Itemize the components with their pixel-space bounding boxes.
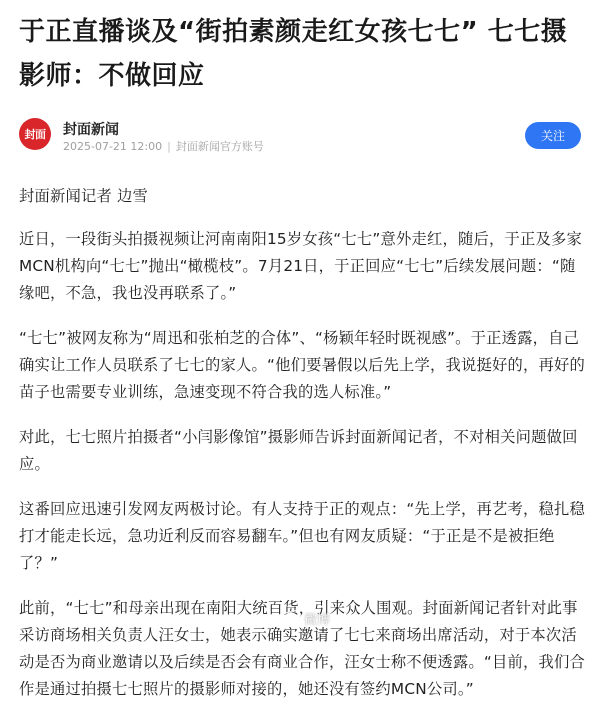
paragraph: 此前，“七七”和母亲出现在南阳大统百货，引来众人围观。封面新闻记者针对此事采访商场相关负责人汪女士，她表示确实邀请了七七来商场出席活动，对于本次活动是否为商业邀请以及后续是否会有商业合作，汪女士称不便透露。“目前，我们合作是通过拍摄七七照片的摄影师对接的，她还没有签约MCN公司。” <box>19 599 586 698</box>
paragraph: “七七”被网友称为“周迅和张柏芝的合体”、“杨颖年轻时既视感”。于正透露，自己确实让工作人员联系了七七的家人。“他们要暑假以后先上学，我说挺好的，再好的苗子也需要专业训练，急速变现不符合我的选人标准。” <box>19 329 586 401</box>
paragraph: 近日，一段街头拍摄视频让河南南阳15岁女孩“七七”意外走红，随后，于正及多家MCN机构向“七七”抛出“橄榄枝”。7月21日，于正回应“七七”后续发展问题：“随缘吧，不急，我也没再联系了。” <box>19 230 583 302</box>
article-title: 于正直播谈及“街拍素颜走红女孩七七” 七七摄影师：不做回应 <box>19 17 568 91</box>
paragraph: 这番回应迅速引发网友两极讨论。有人支持于正的观点：“先上学，再艺考，稳扎稳打才能走长远，急功近利反而容易翻车。”但也有网友质疑：“于正是不是被拒绝了？” <box>19 500 586 572</box>
watermark <box>286 609 330 628</box>
publish-date: 2025-07-21 12:00 <box>63 140 163 153</box>
source-name[interactable]: 封面新闻 <box>63 122 119 138</box>
account-label: 封面新闻官方账号 <box>175 140 264 153</box>
source-logo[interactable]: 封面 <box>19 118 51 150</box>
source-meta <box>63 138 264 154</box>
meta-divider: | <box>167 140 171 153</box>
watermark-text: 微博 <box>304 613 331 628</box>
weibo-icon <box>286 610 302 626</box>
article-body <box>19 183 585 721</box>
paragraph: 对此，七七照片拍摄者“小闫影像馆”摄影师告诉封面新闻记者，不对相关问题做回应。 <box>19 428 578 473</box>
follow-button[interactable]: 关注 <box>525 122 581 149</box>
reporter-byline: 封面新闻记者 边雪 <box>19 187 149 205</box>
source-header <box>19 118 581 154</box>
